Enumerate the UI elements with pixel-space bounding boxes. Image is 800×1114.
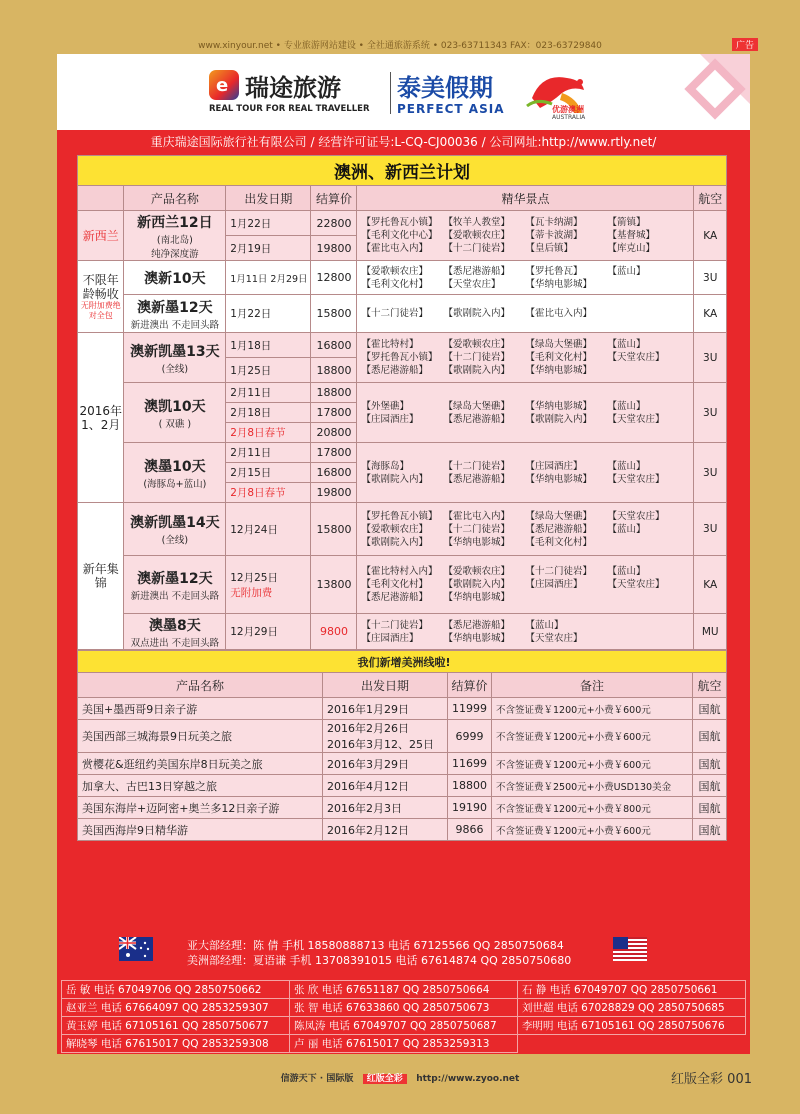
- group-2016-jan-feb: 2016年1、2月: [78, 333, 124, 503]
- sights-list: 【霍比特村入内】 【爱歌顿农庄】 【十二门徒岩】 【蓝山】 【毛利文化村】 【歌剧院入内】 【庄园酒庄】 【天堂农庄】 【悉尼港游船】 【华纳电影城】: [357, 556, 694, 614]
- airline: KA: [694, 295, 727, 333]
- sights-list: 【十二门徒岩】 【悉尼港游船】 【蓝山】 【庄园酒庄】 【华纳电影城】 【天堂农庄】: [357, 614, 694, 650]
- australia-flag-icon: [119, 937, 153, 961]
- note: 不含签证费￥1200元+小费￥600元: [492, 720, 693, 753]
- sights-list: 【罗托鲁瓦小镇】 【牧羊人教堂】 【瓦卡纳湖】 【箭镇】 【毛利文化中心】 【爱歌顿农庄】 【蒂卡波湖】 【基督城】 【霍比屯入内】 【十二门徒岩】 【皇后镇】 【库克山】: [357, 211, 694, 261]
- staff-contact: 卢 丽 电话 67615017 QQ 2853259313: [290, 1035, 518, 1053]
- col-price: 结算价: [311, 186, 357, 211]
- price: 15800: [311, 295, 357, 333]
- price: 19800: [311, 483, 357, 503]
- price: 20800: [311, 423, 357, 443]
- departure-date: 2016年2月3日: [323, 797, 448, 819]
- col-price: 结算价: [448, 673, 492, 698]
- price: 13800: [311, 556, 357, 614]
- col-note: 备注: [492, 673, 693, 698]
- airline: 3U: [694, 383, 727, 443]
- kangaroo-logo-icon: [522, 68, 602, 124]
- airline: 国航: [693, 698, 727, 720]
- product-name: 赏樱花&逛纽约美国东岸8日玩美之旅: [78, 753, 323, 775]
- australia-nz-table: [77, 155, 727, 650]
- airline: KA: [694, 556, 727, 614]
- departure-date: 12月24日: [226, 503, 311, 556]
- staff-contact: 陈凤涛 电话 67049707 QQ 2850750687: [290, 1017, 518, 1035]
- staff-contact: 赵亚兰 电话 67664097 QQ 2853259307: [62, 999, 290, 1017]
- departure-date: 2016年2月12日: [323, 819, 448, 841]
- price: 12800: [311, 261, 357, 295]
- departure-date: 1月18日: [226, 333, 311, 358]
- airline: 3U: [694, 503, 727, 556]
- airline: 国航: [693, 753, 727, 775]
- section-title-america: 我们新增美洲线啦!: [78, 651, 727, 673]
- departure-date: 1月25日: [226, 358, 311, 383]
- brand-name-perfect-asia: 泰美假期: [397, 74, 493, 102]
- departure-date: 2月19日: [226, 236, 311, 261]
- sights-list: 【罗托鲁瓦小镇】 【霍比屯入内】 【绿岛大堡礁】 【天堂农庄】 【爱歌顿农庄】 【十二门徒岩】 【悉尼港游船】 【蓝山】 【歌剧院入内】 【华纳电影城】 【毛利文化村】: [357, 503, 694, 556]
- departure-date: 2月11日: [226, 443, 311, 463]
- price: 18800: [311, 383, 357, 403]
- staff-contact: 岳 敏 电话 67049706 QQ 2850750662: [62, 981, 290, 999]
- price: 9800: [311, 614, 357, 650]
- staff-contacts: [61, 980, 746, 1053]
- departure-date: 12月25日 无附加费: [226, 556, 311, 614]
- product-name: 加拿大、古巴13日穿越之旅: [78, 775, 323, 797]
- product-name: 澳新10天: [124, 261, 226, 295]
- col-blank: [78, 186, 124, 211]
- product-name: 澳新凯墨13天 (全线): [124, 333, 226, 383]
- col-product-name: 产品名称: [124, 186, 226, 211]
- product-name: 美国西部三城海景9日玩美之旅: [78, 720, 323, 753]
- usa-flag-icon: [613, 937, 647, 961]
- price: 18800: [448, 775, 492, 797]
- note: 不含签证费￥1200元+小费￥800元: [492, 797, 693, 819]
- staff-contact: 石 静 电话 67049707 QQ 2850750661: [518, 981, 746, 999]
- ruitu-logo-icon: e: [209, 70, 239, 100]
- footer-tag: 红版全彩: [363, 1074, 407, 1084]
- ad-tag: 广告: [732, 38, 758, 51]
- staff-contact: 张 欣 电话 67651187 QQ 2850750664: [290, 981, 518, 999]
- departure-date: 2016年3月29日: [323, 753, 448, 775]
- company-info: 重庆瑞途国际旅行社有限公司 / 经营许可证号:L-CQ-CJ00036 / 公司网址:http://www.rtly.net/: [150, 135, 657, 149]
- price: 16800: [311, 333, 357, 358]
- departure-date: 2月11日: [226, 383, 311, 403]
- product-name: 澳新墨12天 新进澳出 不走回头路: [124, 556, 226, 614]
- manager-asia-pacific: 亚大部经理：陈 倩 手机 18580888713 电话 67125566 QQ 2850750684: [187, 939, 564, 952]
- staff-contact-empty: [518, 1035, 746, 1053]
- page-number: 红版全彩 001: [671, 1072, 752, 1087]
- price: 6999: [448, 720, 492, 753]
- departure-date: 1月22日: [226, 295, 311, 333]
- airline: 国航: [693, 819, 727, 841]
- price: 15800: [311, 503, 357, 556]
- airline: MU: [694, 614, 727, 650]
- note: 不含签证费￥1200元+小费￥600元: [492, 819, 693, 841]
- sights-list: 【海豚岛】 【十二门徒岩】 【庄园酒庄】 【蓝山】 【歌剧院入内】 【悉尼港游船】 【华纳电影城】 【天堂农庄】: [357, 443, 694, 503]
- product-sub: 纯净深度游: [151, 248, 199, 260]
- ad-page: [57, 54, 750, 1054]
- product-name: 澳墨8天 双点进出 不走回头路: [124, 614, 226, 650]
- staff-contact: 解晓琴 电话 67615017 QQ 2853259308: [62, 1035, 290, 1053]
- group-new-year: 新年集锦: [78, 503, 124, 650]
- airline: 国航: [693, 797, 727, 819]
- brand-name-ruitu: 瑞途旅游: [245, 74, 341, 102]
- departure-date: 1月11日 2月29日: [226, 261, 311, 295]
- departure-date: 2016年1月29日: [323, 698, 448, 720]
- departure-date: 2月15日: [226, 463, 311, 483]
- staff-contact: 刘世超 电话 67028829 QQ 2850750685: [518, 999, 746, 1017]
- departure-date: 2月18日: [226, 403, 311, 423]
- australia-nz-panel: [77, 155, 727, 841]
- airline: 国航: [693, 775, 727, 797]
- departure-date-spring-festival: 2月8日春节: [226, 423, 311, 443]
- price: 19190: [448, 797, 492, 819]
- product-name: 美国+墨西哥9日亲子游: [78, 698, 323, 720]
- product-name: 澳新凯墨14天 (全线): [124, 503, 226, 556]
- no-surcharge-note: 无附加费: [230, 586, 273, 599]
- price: 9866: [448, 819, 492, 841]
- product-name: [124, 211, 226, 261]
- airline: 3U: [694, 443, 727, 503]
- product-title: 新西兰12日: [137, 214, 213, 231]
- staff-table: [61, 980, 746, 1053]
- col-airline: 航空: [694, 186, 727, 211]
- product-sub: (南北岛): [156, 234, 193, 246]
- group-label: 不限年龄畅收: [82, 272, 119, 301]
- group-unlimited-age: [78, 261, 124, 333]
- brand-slogan-ruitu: REAL TOUR FOR REAL TRAVELLER: [209, 104, 370, 114]
- america-table: [77, 650, 727, 841]
- section-title-aus: 澳洲、新西兰计划: [78, 156, 727, 186]
- price: 11999: [448, 698, 492, 720]
- sights-list: 【外堡礁】 【绿岛大堡礁】 【华纳电影城】 【蓝山】 【庄园酒庄】 【悉尼港游船】 【歌剧院入内】 【天堂农庄】: [357, 383, 694, 443]
- product-name: 澳墨10天 (海豚岛+蓝山): [124, 443, 226, 503]
- brand-header: [57, 54, 750, 130]
- product-name: 美国西海岸9日精华游: [78, 819, 323, 841]
- decorative-ribbon-icon: [660, 54, 750, 130]
- sights-list: 【爱歌顿农庄】 【悉尼港游船】 【罗托鲁瓦】 【蓝山】 【毛利文化村】 【天堂农庄】 【华纳电影城】: [357, 261, 694, 295]
- staff-contact: 黄玉婷 电话 67105161 QQ 2850750677: [62, 1017, 290, 1035]
- note: 不含签证费￥1200元+小费￥600元: [492, 698, 693, 720]
- airline: 国航: [693, 720, 727, 753]
- brand-slogan-perfect-asia: PERFECT ASIA: [397, 102, 505, 116]
- col-airline: 航空: [693, 673, 727, 698]
- price: 17800: [311, 443, 357, 463]
- staff-contact: 张 智 电话 67633860 QQ 2850750673: [290, 999, 518, 1017]
- sights-list: 【霍比特村】 【爱歌顿农庄】 【绿岛大堡礁】 【蓝山】 【罗托鲁瓦小镇】 【十二门徒岩】 【毛利文化村】 【天堂农庄】 【悉尼港游船】 【歌剧院入内】 【华纳电影城】: [357, 333, 694, 383]
- col-sights: 精华景点: [357, 186, 694, 211]
- departure-date: 1月22日: [226, 211, 311, 236]
- airline: KA: [694, 211, 727, 261]
- price: 17800: [311, 403, 357, 423]
- price: 22800: [311, 211, 357, 236]
- footer-url: http://www.zyoo.net: [416, 1074, 520, 1084]
- page-footer: [0, 1063, 800, 1093]
- manager-americas: 美洲部经理：夏语谦 手机 13708391015 电话 67614874 QQ 2850750680: [187, 954, 572, 967]
- staff-contact: 李明明 电话 67105161 QQ 2850750676: [518, 1017, 746, 1035]
- top-info-line: www.xinyour.net • 专业旅游网站建设 • 全社通旅游系统 • 023-63711343 FAX：023-63729840: [198, 41, 602, 51]
- price: 11699: [448, 753, 492, 775]
- airline: 3U: [694, 261, 727, 295]
- aus-label: 优游澳洲: [552, 105, 584, 114]
- price: 18800: [311, 358, 357, 383]
- departure-date: 2016年2月26日 2016年3月12、25日: [323, 720, 448, 753]
- col-product-name: 产品名称: [78, 673, 323, 698]
- note: 不含签证费￥1200元+小费￥600元: [492, 753, 693, 775]
- brand-divider: [390, 72, 391, 114]
- departure-date-spring-festival: 2月8日春节: [226, 483, 311, 503]
- product-name: 澳新墨12天 新进澳出 不走回头路: [124, 295, 226, 333]
- group-note: 无附加费绝对全包: [80, 300, 121, 320]
- sights-list: 【十二门徒岩】 【歌剧院入内】 【霍比屯入内】: [357, 295, 694, 333]
- product-name: 美国东海岸+迈阿密+奥兰多12日亲子游: [78, 797, 323, 819]
- departure-date: 12月29日: [226, 614, 311, 650]
- airline: 3U: [694, 333, 727, 383]
- price: 19800: [311, 236, 357, 261]
- footer-left-text: 信游天下 · 国际版: [280, 1074, 354, 1084]
- col-date: 出发日期: [323, 673, 448, 698]
- note: 不含签证费￥2500元+小费USD130美金: [492, 775, 693, 797]
- group-nz: 新西兰: [78, 211, 124, 261]
- product-name: 澳凯10天 ( 双礁 ): [124, 383, 226, 443]
- contacts-section: [57, 927, 750, 1054]
- departure-date: 2016年4月12日: [323, 775, 448, 797]
- price: 16800: [311, 463, 357, 483]
- col-date: 出发日期: [226, 186, 311, 211]
- aus-en-label: AUSTRALIA: [552, 114, 586, 121]
